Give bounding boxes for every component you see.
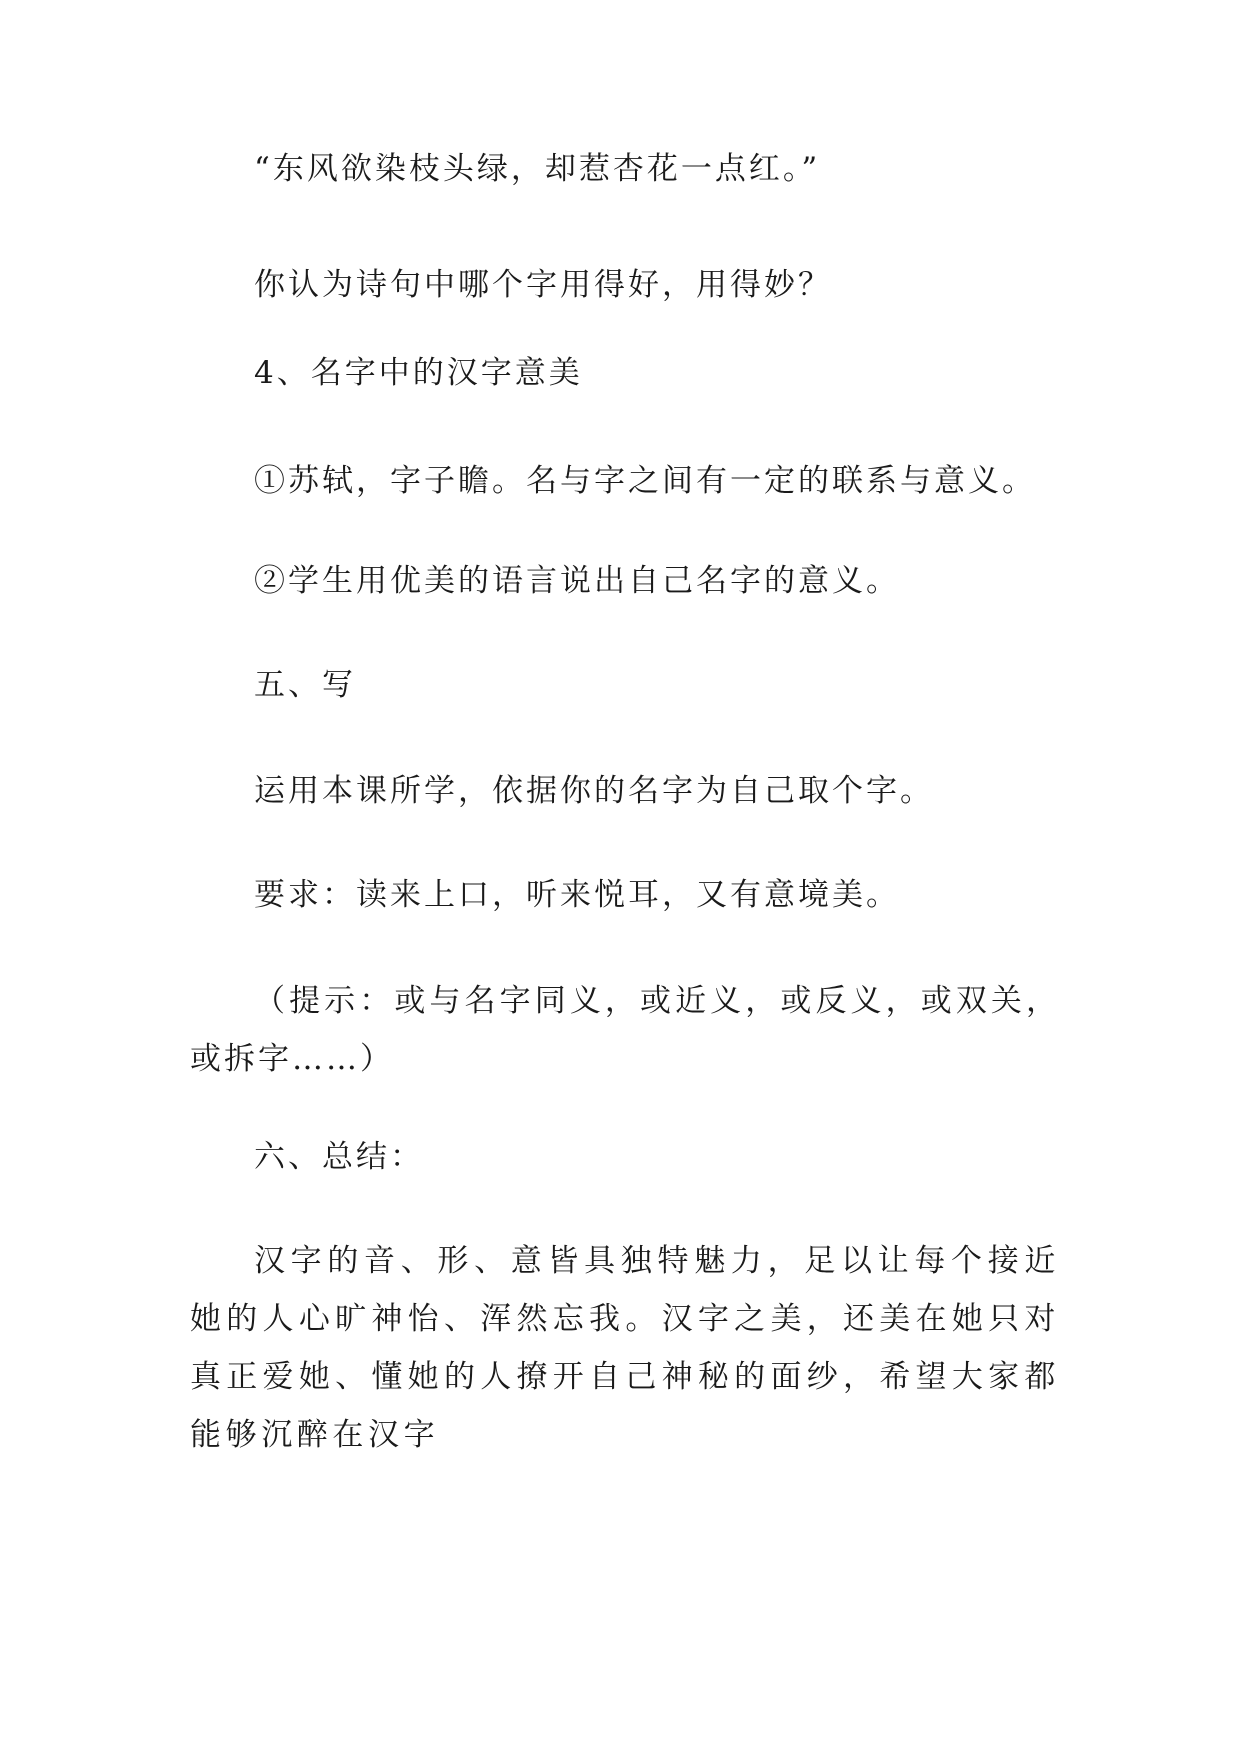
section-heading-6: 六、总结： [254, 1139, 424, 1175]
list-item-2: ②学生用优美的语言说出自己名字的意义。 [254, 563, 900, 599]
summary-paragraph: 汉字的音、形、意皆具独特魅力，足以让每个接近她的人心旷神怡、浑然忘我。汉字之美，还美在她只对真正爱她、懂她的人撩开自己神秘的面纱，希望大家都能够沉醉在汉字 [190, 1243, 1060, 1453]
poem-quote: “东风欲染枝头绿，却惹杏花一点红。” [254, 151, 821, 187]
list-item-1: ①苏轼，字子瞻。名与字之间有一定的联系与意义。 [254, 463, 1036, 499]
section-heading-5: 五、写 [254, 667, 356, 703]
task-line: 运用本课所学，依据你的名字为自己取个字。 [254, 773, 934, 809]
question-line: 你认为诗句中哪个字用得好，用得妙？ [254, 267, 832, 303]
hint-paragraph: （提示：或与名字同义，或近义，或反义，或双关，或拆字……） [190, 983, 1060, 1077]
section-heading-4: 4、名字中的汉字意美 [254, 355, 583, 391]
requirement-line: 要求：读来上口，听来悦耳，又有意境美。 [254, 877, 900, 913]
